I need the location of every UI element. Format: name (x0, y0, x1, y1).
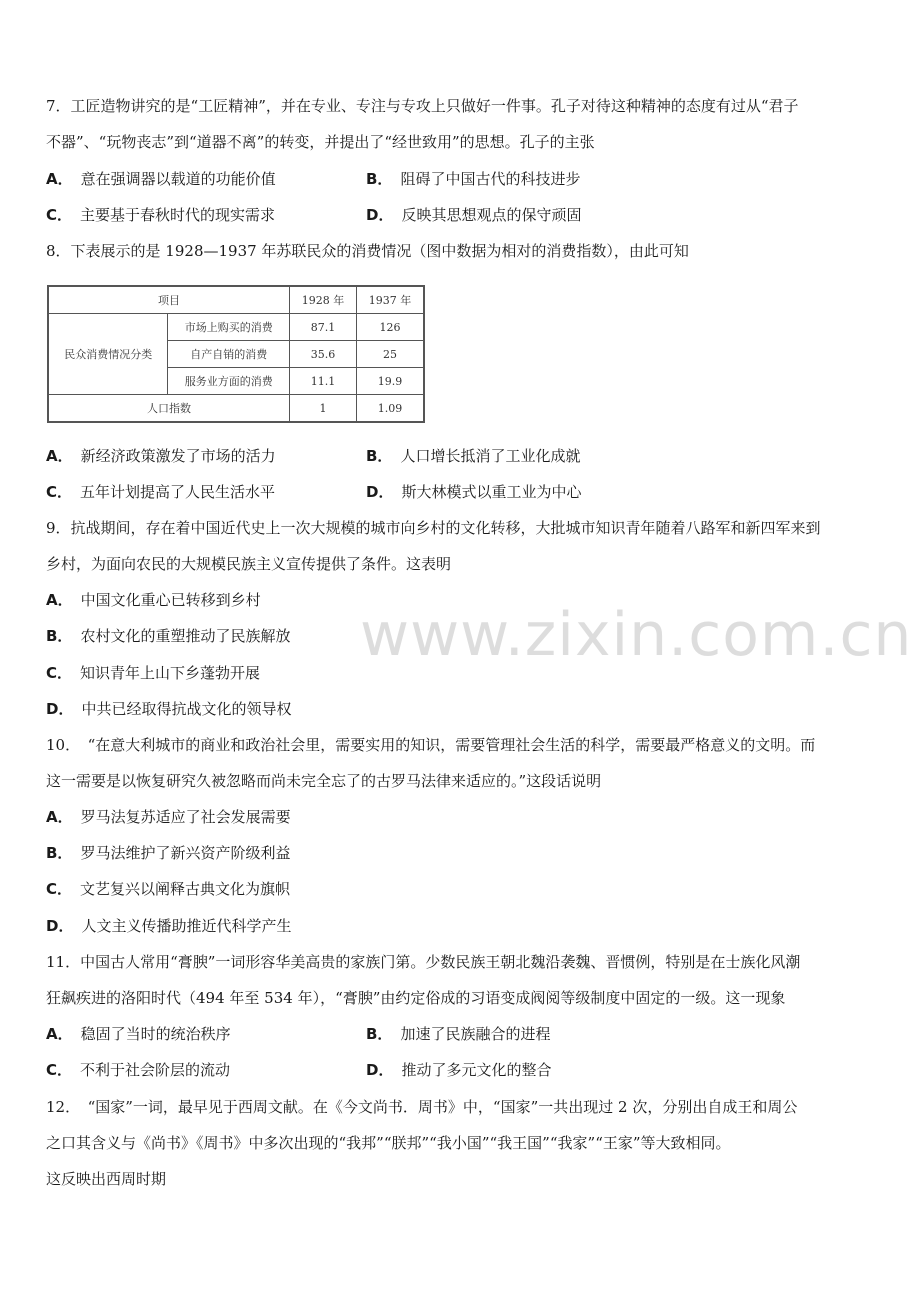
option-key: B． (46, 627, 73, 645)
option-text: 推动了多元文化的整合 (401, 1061, 552, 1079)
option-key: C． (46, 1061, 73, 1079)
option-text: 加速了民族融合的进程 (400, 1025, 551, 1043)
option-key: D． (366, 483, 394, 501)
q10-option-a[interactable] (46, 807, 291, 827)
table-row (48, 314, 424, 341)
q10-option-d[interactable] (46, 916, 291, 936)
table-cell-1928: 11.1 (290, 368, 357, 395)
q10-stem-line2: 这一需要是以恢复研究久被忽略而尚未完全忘了的古罗马法律来适应的。”这段话说明 (46, 772, 602, 790)
option-text: 不利于社会阶层的流动 (80, 1061, 231, 1079)
table-pop-1937: 1.09 (357, 395, 425, 423)
option-key: D． (366, 1061, 394, 1079)
q10-option-b[interactable] (46, 843, 290, 863)
option-text: 新经济政策激发了市场的活力 (80, 447, 276, 465)
table-cell-1937: 25 (357, 341, 425, 368)
option-text: 罗马法复苏适应了社会发展需要 (80, 808, 291, 826)
option-text: 农村文化的重塑推动了民族解放 (80, 627, 291, 645)
watermark: www.zixin.com.cn (360, 600, 913, 670)
q9-stem-line1: 9．抗战期间，存在着中国近代史上一次大规模的城市向乡村的文化转移，大批城市知识青年随着八路军和新四军来到 (46, 519, 821, 537)
option-text: 斯大林模式以重工业为中心 (401, 483, 582, 501)
q8-option-a[interactable] (46, 446, 276, 466)
q11-option-d[interactable] (366, 1060, 551, 1080)
table-cell-1937: 126 (357, 314, 425, 341)
q10-option-c[interactable] (46, 879, 290, 899)
option-text: 意在强调器以载道的功能价值 (80, 170, 276, 188)
q9-option-a[interactable] (46, 590, 261, 610)
q7-option-d[interactable] (366, 205, 581, 225)
option-key: B． (366, 170, 393, 188)
option-key: A． (46, 1025, 73, 1043)
option-key: C． (46, 664, 73, 682)
q9-option-d[interactable] (46, 699, 291, 719)
table-row-name: 市场上购买的消费 (168, 314, 290, 341)
table-row-name: 服务业方面的消费 (168, 368, 290, 395)
option-text: 人口增长抵消了工业化成就 (400, 447, 581, 465)
q12-stem-line3: 这反映出西周时期 (46, 1170, 167, 1188)
table-header-1928: 1928 年 (290, 286, 357, 314)
table-row (48, 395, 424, 423)
option-text: 知识青年上山下乡蓬勃开展 (80, 664, 261, 682)
option-key: A． (46, 447, 73, 465)
option-text: 阻碍了中国古代的科技进步 (400, 170, 581, 188)
table-header-row (48, 286, 424, 314)
option-key: C． (46, 880, 73, 898)
table-cell-1928: 87.1 (290, 314, 357, 341)
q8-option-b[interactable] (366, 446, 580, 466)
option-text: 人文主义传播助推近代科学产生 (81, 917, 292, 935)
table-group-label: 民众消费情况分类 (48, 314, 168, 395)
table-pop-label: 人口指数 (48, 395, 290, 423)
option-text: 主要基于春秋时代的现实需求 (80, 206, 276, 224)
q11-option-b[interactable] (366, 1024, 550, 1044)
q7-option-c[interactable] (46, 205, 275, 225)
table-pop-1928: 1 (290, 395, 357, 423)
option-key: C． (46, 483, 73, 501)
q7-option-a[interactable] (46, 169, 276, 189)
option-key: A． (46, 808, 73, 826)
option-text: 反映其思想观点的保守顽固 (401, 206, 582, 224)
q8-stem-line1: 8．下表展示的是 1928—1937 年苏联民众的消费情况（图中数据为相对的消费指数），由此可知 (46, 242, 689, 260)
q7-stem-line2: 不器”、“玩物丧志”到“道器不离”的转变，并提出了“经世致用”的思想。孔子的主张 (46, 133, 595, 151)
option-key: D． (366, 206, 394, 224)
option-key: C． (46, 206, 73, 224)
table-header-item: 项目 (48, 286, 290, 314)
option-key: B． (46, 844, 73, 862)
option-text: 文艺复兴以阐释古典文化为旗帜 (80, 880, 291, 898)
q12-stem-line2: 之口其含义与《尚书》《周书》中多次出现的“我邦”“朕邦”“我小国”“我王国”“我家”“王家”等大致相同。 (46, 1134, 731, 1152)
q7-option-b[interactable] (366, 169, 580, 189)
q11-option-a[interactable] (46, 1024, 231, 1044)
option-key: D． (46, 917, 74, 935)
q9-option-b[interactable] (46, 626, 290, 646)
table-header-1937: 1937 年 (357, 286, 425, 314)
option-text: 稳固了当时的统治秩序 (80, 1025, 231, 1043)
table-cell-1937: 19.9 (357, 368, 425, 395)
table-row-name: 自产自销的消费 (168, 341, 290, 368)
option-key: A． (46, 170, 73, 188)
option-text: 中国文化重心已转移到乡村 (80, 591, 261, 609)
q11-stem-line2: 狂飙疾进的洛阳时代（494 年至 534 年），“膏腴”由约定俗成的习语变成阀阅等级制度中固定的一级。这一现象 (46, 989, 786, 1007)
option-text: 五年计划提高了人民生活水平 (80, 483, 276, 501)
option-key: A． (46, 591, 73, 609)
q11-option-c[interactable] (46, 1060, 230, 1080)
q8-option-d[interactable] (366, 482, 581, 502)
table-cell-1928: 35.6 (290, 341, 357, 368)
q10-stem-line1: 10． “在意大利城市的商业和政治社会里，需要实用的知识，需要管理社会生活的科学，需要最严格意义的文明。而 (46, 736, 816, 754)
q8-option-c[interactable] (46, 482, 275, 502)
q9-option-c[interactable] (46, 663, 260, 683)
q9-stem-line2: 乡村，为面向农民的大规模民族主义宣传提供了条件。这表明 (46, 555, 452, 573)
option-key: B． (366, 447, 393, 465)
option-key: D． (46, 700, 74, 718)
option-text: 罗马法维护了新兴资产阶级利益 (80, 844, 291, 862)
q12-stem-line1: 12． “国家”一词，最早见于西周文献。在《今文尚书．周书》中，“国家”一共出现过 2 次，分别出自成王和周公 (46, 1098, 798, 1116)
consumption-table (47, 285, 425, 423)
option-key: B． (366, 1025, 393, 1043)
option-text: 中共已经取得抗战文化的领导权 (81, 700, 292, 718)
q7-stem-line1: 7．工匠造物讲究的是“工匠精神”，并在专业、专注与专攻上只做好一件事。孔子对待这种精神的态度有过从“君子 (46, 97, 799, 115)
q11-stem-line1: 11．中国古人常用“膏腴”一词形容华美高贵的家族门第。少数民族王朝北魏沿袭魏、晋惯例，特别是在士族化风潮 (46, 953, 801, 971)
